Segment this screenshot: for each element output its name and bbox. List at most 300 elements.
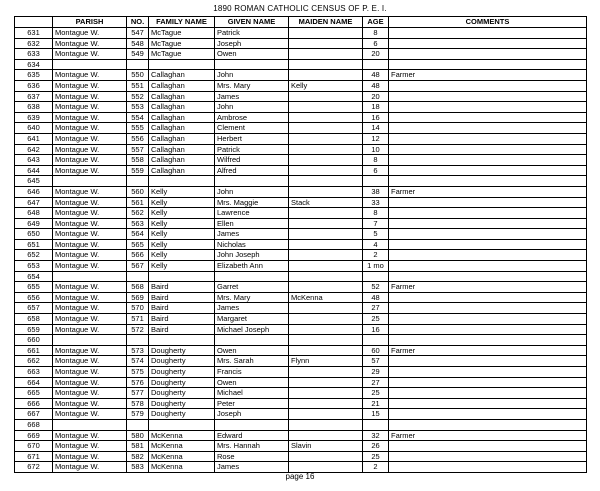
age-cell: 18 (363, 102, 389, 113)
comments-cell (389, 91, 587, 102)
parish-cell: Montague W. (53, 112, 127, 123)
table-row (15, 250, 587, 261)
given-name-cell: John (215, 70, 289, 81)
parish-cell: Montague W. (53, 261, 127, 272)
family-name-cell: McKenna (149, 451, 215, 462)
row-number: 660 (15, 335, 53, 346)
maiden-name-cell (289, 239, 363, 250)
parish-cell: Montague W. (53, 229, 127, 240)
comments-cell (389, 155, 587, 166)
comments-cell: Farmer (389, 282, 587, 293)
table-row (15, 49, 587, 60)
parish-header: PARISH (53, 17, 127, 28)
number-cell: 554 (127, 112, 149, 123)
comments-cell (389, 112, 587, 123)
parish-cell: Montague W. (53, 292, 127, 303)
number-cell (127, 59, 149, 70)
age-cell (363, 335, 389, 346)
family-name-cell: McKenna (149, 441, 215, 452)
age-cell (363, 271, 389, 282)
number-cell: 576 (127, 377, 149, 388)
family-name-cell: Callaghan (149, 70, 215, 81)
comments-cell (389, 303, 587, 314)
age-cell: 25 (363, 451, 389, 462)
family-name-cell: Kelly (149, 229, 215, 240)
parish-cell: Montague W. (53, 186, 127, 197)
maiden-name-cell (289, 186, 363, 197)
age-cell: 20 (363, 49, 389, 60)
family-name-cell: Callaghan (149, 102, 215, 113)
age-cell: 48 (363, 80, 389, 91)
parish-cell: Montague W. (53, 102, 127, 113)
row-number: 656 (15, 292, 53, 303)
family-name-header: FAMILY NAME (149, 17, 215, 28)
parish-cell: Montague W. (53, 250, 127, 261)
age-cell: 8 (363, 28, 389, 39)
maiden-name-cell: Flynn (289, 356, 363, 367)
family-name-cell: McTague (149, 28, 215, 39)
age-cell: 26 (363, 441, 389, 452)
age-cell: 29 (363, 367, 389, 378)
age-cell: 48 (363, 70, 389, 81)
row-number: 672 (15, 462, 53, 473)
age-cell: 57 (363, 356, 389, 367)
parish-cell: Montague W. (53, 430, 127, 441)
given-name-cell (215, 176, 289, 187)
given-name-cell: Rose (215, 451, 289, 462)
comments-cell (389, 123, 587, 134)
row-number: 655 (15, 282, 53, 293)
comments-cell (389, 38, 587, 49)
number-cell (127, 419, 149, 430)
age-cell (363, 419, 389, 430)
parish-cell: Montague W. (53, 314, 127, 325)
row-number: 664 (15, 377, 53, 388)
census-table (14, 16, 587, 473)
given-name-cell: Joseph (215, 409, 289, 420)
number-cell: 571 (127, 314, 149, 325)
family-name-cell: McTague (149, 38, 215, 49)
table-row (15, 356, 587, 367)
table-row (15, 282, 587, 293)
comments-cell (389, 197, 587, 208)
maiden-name-cell (289, 28, 363, 39)
parish-cell: Montague W. (53, 123, 127, 134)
comments-cell: Farmer (389, 345, 587, 356)
table-row (15, 112, 587, 123)
row-number: 658 (15, 314, 53, 325)
given-name-cell: Mrs. Mary (215, 80, 289, 91)
given-name-cell: John (215, 102, 289, 113)
parish-cell: Montague W. (53, 144, 127, 155)
family-name-cell: Kelly (149, 197, 215, 208)
number-cell: 551 (127, 80, 149, 91)
parish-cell: Montague W. (53, 239, 127, 250)
given-name-cell: John (215, 186, 289, 197)
parish-cell: Montague W. (53, 80, 127, 91)
maiden-name-cell (289, 324, 363, 335)
number-cell (127, 271, 149, 282)
row-number: 654 (15, 271, 53, 282)
row-number: 640 (15, 123, 53, 134)
number-cell: 557 (127, 144, 149, 155)
table-row (15, 271, 587, 282)
parish-cell: Montague W. (53, 409, 127, 420)
row-number: 663 (15, 367, 53, 378)
age-cell: 12 (363, 133, 389, 144)
age-cell: 7 (363, 218, 389, 229)
age-cell: 27 (363, 377, 389, 388)
number-cell: 566 (127, 250, 149, 261)
comments-cell (389, 388, 587, 399)
number-cell: 573 (127, 345, 149, 356)
number-cell: 565 (127, 239, 149, 250)
comments-cell (389, 218, 587, 229)
given-name-cell: James (215, 303, 289, 314)
row-number: 653 (15, 261, 53, 272)
family-name-cell: Callaghan (149, 133, 215, 144)
comments-cell: Farmer (389, 186, 587, 197)
parish-cell (53, 335, 127, 346)
maiden-name-cell: Stack (289, 197, 363, 208)
number-cell: 552 (127, 91, 149, 102)
number-cell: 561 (127, 197, 149, 208)
given-name-cell: Margaret (215, 314, 289, 325)
maiden-name-cell (289, 398, 363, 409)
parish-cell (53, 271, 127, 282)
given-name-cell (215, 419, 289, 430)
comments-cell (389, 208, 587, 219)
given-name-cell: Clement (215, 123, 289, 134)
comments-header: COMMENTS (389, 17, 587, 28)
maiden-name-cell (289, 229, 363, 240)
given-name-cell: Elizabeth Ann (215, 261, 289, 272)
maiden-name-header: MAIDEN NAME (289, 17, 363, 28)
parish-cell: Montague W. (53, 451, 127, 462)
table-row (15, 38, 587, 49)
row-number: 671 (15, 451, 53, 462)
table-row (15, 388, 587, 399)
given-name-cell: Wilfred (215, 155, 289, 166)
age-cell: 8 (363, 208, 389, 219)
family-name-cell: Kelly (149, 186, 215, 197)
age-header: AGE (363, 17, 389, 28)
table-row (15, 133, 587, 144)
parish-cell: Montague W. (53, 91, 127, 102)
family-name-cell: Callaghan (149, 112, 215, 123)
given-name-cell: Michael (215, 388, 289, 399)
given-name-cell: Mrs. Sarah (215, 356, 289, 367)
row-number: 648 (15, 208, 53, 219)
table-row (15, 229, 587, 240)
comments-cell (389, 176, 587, 187)
comments-cell (389, 398, 587, 409)
header-row (15, 17, 587, 28)
page-title: 1890 ROMAN CATHOLIC CENSUS OF P. E. I. (213, 4, 387, 13)
family-name-cell: Callaghan (149, 123, 215, 134)
number-cell: 553 (127, 102, 149, 113)
comments-cell: Farmer (389, 430, 587, 441)
maiden-name-cell (289, 218, 363, 229)
family-name-cell: Callaghan (149, 165, 215, 176)
table-row (15, 409, 587, 420)
maiden-name-cell: Kelly (289, 80, 363, 91)
table-row (15, 59, 587, 70)
parish-cell: Montague W. (53, 388, 127, 399)
age-cell: 6 (363, 38, 389, 49)
maiden-name-cell (289, 112, 363, 123)
number-cell: 579 (127, 409, 149, 420)
age-cell: 52 (363, 282, 389, 293)
maiden-name-cell (289, 303, 363, 314)
number-cell (127, 335, 149, 346)
family-name-cell (149, 335, 215, 346)
family-name-cell: Callaghan (149, 91, 215, 102)
row-number: 650 (15, 229, 53, 240)
family-name-cell (149, 59, 215, 70)
number-cell: 570 (127, 303, 149, 314)
row-number: 636 (15, 80, 53, 91)
maiden-name-cell (289, 451, 363, 462)
family-name-cell (149, 271, 215, 282)
given-name-cell: Ellen (215, 218, 289, 229)
family-name-cell: Dougherty (149, 367, 215, 378)
family-name-cell: Kelly (149, 261, 215, 272)
table-row (15, 377, 587, 388)
number-cell: 572 (127, 324, 149, 335)
family-name-cell: Dougherty (149, 356, 215, 367)
comments-cell (389, 377, 587, 388)
family-name-cell: Baird (149, 292, 215, 303)
number-cell: 577 (127, 388, 149, 399)
maiden-name-cell (289, 91, 363, 102)
row-number: 667 (15, 409, 53, 420)
given-name-cell: Michael Joseph (215, 324, 289, 335)
row-number: 641 (15, 133, 53, 144)
row-number: 637 (15, 91, 53, 102)
number-cell: 556 (127, 133, 149, 144)
row-number: 657 (15, 303, 53, 314)
row-number: 662 (15, 356, 53, 367)
maiden-name-cell (289, 462, 363, 473)
age-cell: 25 (363, 314, 389, 325)
comments-cell (389, 80, 587, 91)
comments-cell (389, 28, 587, 39)
table-row (15, 208, 587, 219)
number-header: NO. (127, 17, 149, 28)
comments-cell (389, 324, 587, 335)
parish-cell: Montague W. (53, 367, 127, 378)
maiden-name-cell (289, 388, 363, 399)
table-row (15, 28, 587, 39)
row-number: 632 (15, 38, 53, 49)
table-row (15, 335, 587, 346)
family-name-cell: McKenna (149, 462, 215, 473)
age-cell: 38 (363, 186, 389, 197)
maiden-name-cell (289, 314, 363, 325)
maiden-name-cell: McKenna (289, 292, 363, 303)
age-cell: 33 (363, 197, 389, 208)
maiden-name-cell (289, 282, 363, 293)
comments-cell (389, 419, 587, 430)
row-number: 669 (15, 430, 53, 441)
parish-cell: Montague W. (53, 49, 127, 60)
comments-cell (389, 367, 587, 378)
family-name-cell: Baird (149, 303, 215, 314)
family-name-cell: Dougherty (149, 345, 215, 356)
number-cell: 578 (127, 398, 149, 409)
row-number: 634 (15, 59, 53, 70)
given-name-cell: Owen (215, 49, 289, 60)
age-cell: 25 (363, 388, 389, 399)
row-number: 635 (15, 70, 53, 81)
given-name-cell: Lawrence (215, 208, 289, 219)
given-name-cell (215, 335, 289, 346)
maiden-name-cell (289, 176, 363, 187)
comments-cell (389, 356, 587, 367)
number-cell: 560 (127, 186, 149, 197)
given-name-cell: Owen (215, 377, 289, 388)
maiden-name-cell (289, 367, 363, 378)
number-cell (127, 176, 149, 187)
table-row (15, 303, 587, 314)
age-cell: 5 (363, 229, 389, 240)
parish-cell: Montague W. (53, 377, 127, 388)
page-number: page 16 (285, 472, 315, 481)
age-cell: 10 (363, 144, 389, 155)
parish-cell: Montague W. (53, 441, 127, 452)
comments-cell (389, 229, 587, 240)
row-number: 643 (15, 155, 53, 166)
maiden-name-cell (289, 38, 363, 49)
age-cell (363, 59, 389, 70)
family-name-cell: Kelly (149, 239, 215, 250)
number-cell: 555 (127, 123, 149, 134)
parish-cell: Montague W. (53, 345, 127, 356)
table-row (15, 419, 587, 430)
table-row (15, 70, 587, 81)
maiden-name-cell (289, 155, 363, 166)
comments-cell (389, 239, 587, 250)
age-cell: 2 (363, 462, 389, 473)
family-name-cell: Dougherty (149, 388, 215, 399)
table-row (15, 451, 587, 462)
family-name-cell (149, 419, 215, 430)
family-name-cell: Kelly (149, 208, 215, 219)
table-row (15, 398, 587, 409)
table-row (15, 261, 587, 272)
comments-cell (389, 133, 587, 144)
table-row (15, 144, 587, 155)
number-cell: 581 (127, 441, 149, 452)
family-name-cell: Dougherty (149, 377, 215, 388)
given-name-cell: Ambrose (215, 112, 289, 123)
given-name-cell: Patrick (215, 144, 289, 155)
parish-cell: Montague W. (53, 462, 127, 473)
family-name-cell: Baird (149, 324, 215, 335)
row-number: 665 (15, 388, 53, 399)
parish-cell (53, 419, 127, 430)
maiden-name-cell: Slavin (289, 441, 363, 452)
family-name-cell: Baird (149, 282, 215, 293)
age-cell: 14 (363, 123, 389, 134)
given-name-cell: Edward (215, 430, 289, 441)
comments-cell (389, 314, 587, 325)
family-name-cell: Baird (149, 314, 215, 325)
parish-cell: Montague W. (53, 38, 127, 49)
given-name-header: GIVEN NAME (215, 17, 289, 28)
given-name-cell (215, 59, 289, 70)
row-number: 661 (15, 345, 53, 356)
table-row (15, 292, 587, 303)
family-name-cell: Dougherty (149, 398, 215, 409)
given-name-cell: Francis (215, 367, 289, 378)
row-number: 647 (15, 197, 53, 208)
row-number: 651 (15, 239, 53, 250)
parish-cell: Montague W. (53, 218, 127, 229)
row-number: 639 (15, 112, 53, 123)
parish-cell: Montague W. (53, 28, 127, 39)
table-row (15, 155, 587, 166)
maiden-name-cell (289, 335, 363, 346)
age-cell: 6 (363, 165, 389, 176)
age-cell: 32 (363, 430, 389, 441)
age-cell: 16 (363, 324, 389, 335)
table-row (15, 367, 587, 378)
comments-cell (389, 451, 587, 462)
age-cell: 8 (363, 155, 389, 166)
row-number: 633 (15, 49, 53, 60)
comments-cell (389, 462, 587, 473)
table-row (15, 324, 587, 335)
parish-cell: Montague W. (53, 133, 127, 144)
maiden-name-cell (289, 59, 363, 70)
maiden-name-cell (289, 409, 363, 420)
age-cell: 4 (363, 239, 389, 250)
maiden-name-cell (289, 377, 363, 388)
given-name-cell: Nicholas (215, 239, 289, 250)
number-cell: 569 (127, 292, 149, 303)
maiden-name-cell (289, 271, 363, 282)
parish-cell (53, 59, 127, 70)
given-name-cell: James (215, 229, 289, 240)
age-cell: 15 (363, 409, 389, 420)
given-name-cell: James (215, 91, 289, 102)
given-name-cell (215, 271, 289, 282)
given-name-cell: Mrs. Hannah (215, 441, 289, 452)
age-cell: 2 (363, 250, 389, 261)
parish-cell: Montague W. (53, 356, 127, 367)
number-cell: 559 (127, 165, 149, 176)
comments-cell (389, 292, 587, 303)
family-name-cell: Kelly (149, 218, 215, 229)
age-cell: 20 (363, 91, 389, 102)
maiden-name-cell (289, 70, 363, 81)
table-row (15, 462, 587, 473)
row-number: 668 (15, 419, 53, 430)
number-cell: 563 (127, 218, 149, 229)
row-number: 646 (15, 186, 53, 197)
comments-cell (389, 144, 587, 155)
comments-cell (389, 271, 587, 282)
given-name-cell: Peter (215, 398, 289, 409)
family-name-cell: Callaghan (149, 155, 215, 166)
parish-cell: Montague W. (53, 197, 127, 208)
maiden-name-cell (289, 208, 363, 219)
parish-cell: Montague W. (53, 282, 127, 293)
row-number: 659 (15, 324, 53, 335)
comments-cell (389, 59, 587, 70)
